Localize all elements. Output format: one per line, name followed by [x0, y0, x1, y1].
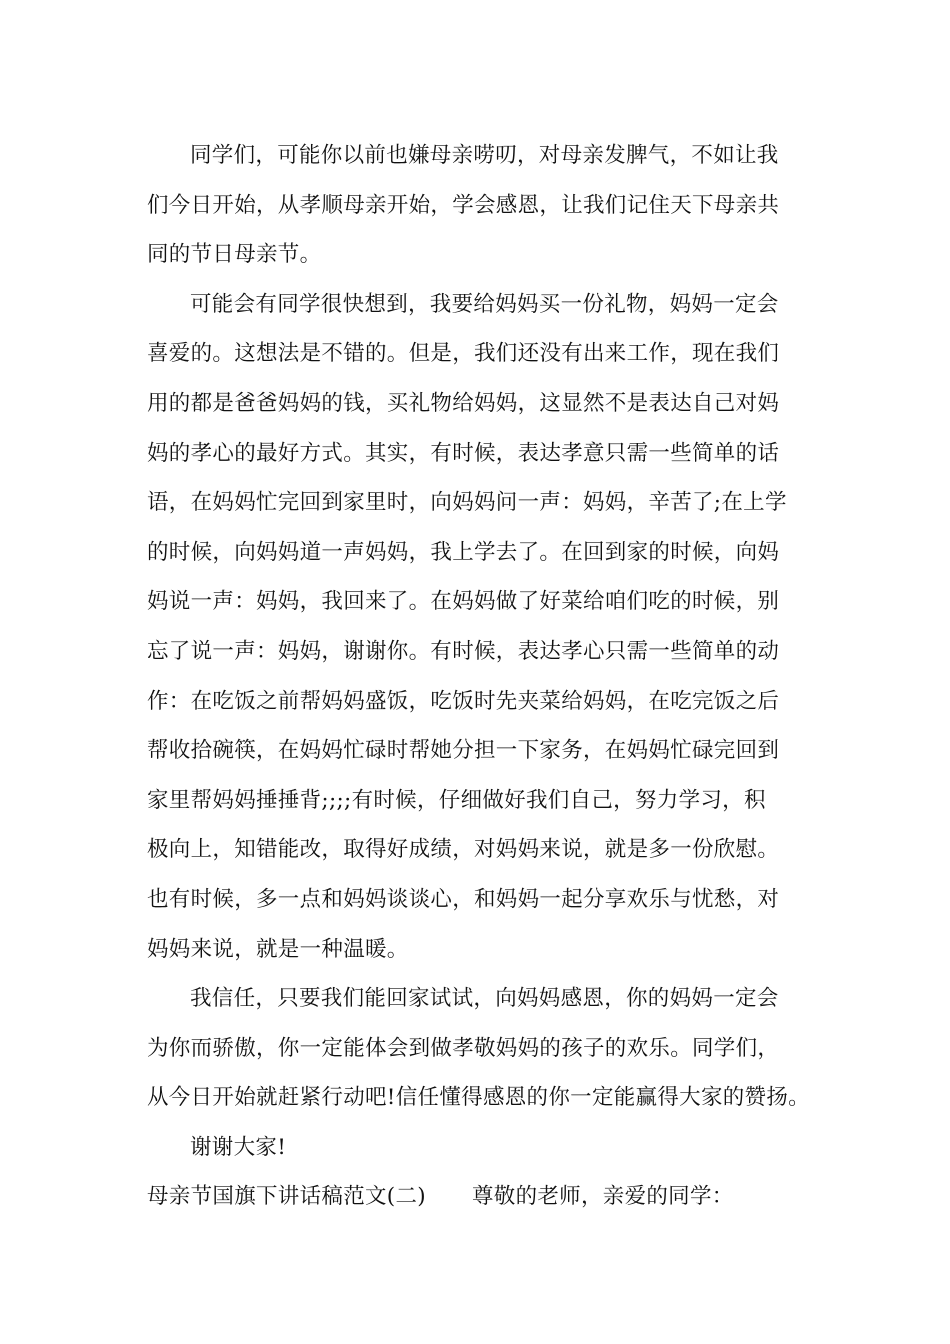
text-line: 我信任，只要我们能回家试试，向妈妈感恩，你的妈妈一定会	[190, 986, 779, 1012]
text-line: 从今日开始就赶紧行动吧!信任懂得感恩的你一定能赢得大家的赞扬。	[147, 1085, 810, 1111]
text-line: 妈妈来说，就是一种温暖。	[147, 936, 409, 962]
next-section-title: 母亲节国旗下讲话稿范文(二)	[147, 1184, 426, 1210]
text-line: 用的都是爸爸妈妈的钱，买礼物给妈妈，这显然不是表达自己对妈	[147, 390, 780, 416]
text-line: 作：在吃饭之前帮妈妈盛饭，吃饭时先夹菜给妈妈，在吃完饭之后	[147, 688, 780, 714]
closing-line: 谢谢大家!	[190, 1134, 287, 1160]
text-line: 也有时候，多一点和妈妈谈谈心，和妈妈一起分享欢乐与忧愁，对	[147, 886, 780, 912]
text-line: 忘了说一声：妈妈，谢谢你。有时候，表达孝心只需一些简单的动	[147, 638, 780, 664]
text-line: 语，在妈妈忙完回到家里时，向妈妈问一声：妈妈，辛苦了;在上学	[147, 490, 787, 516]
text-line: 的时候，向妈妈道一声妈妈，我上学去了。在回到家的时候，向妈	[147, 539, 780, 565]
paragraph-3	[147, 974, 817, 1123]
paragraph-1	[147, 131, 817, 280]
text-line: 可能会有同学很快想到，我要给妈妈买一份礼物，妈妈一定会	[190, 291, 779, 317]
text-line: 同的节日母亲节。	[147, 242, 322, 268]
paragraph-2	[147, 280, 817, 974]
document-body	[147, 131, 817, 1222]
text-line: 喜爱的。这想法是不错的。但是，我们还没有出来工作，现在我们	[147, 341, 780, 367]
next-section-heading	[147, 1172, 817, 1222]
text-line: 同学们，可能你以前也嫌母亲唠叨，对母亲发脾气，不如让我	[190, 143, 779, 168]
text-line: 们今日开始，从孝顺母亲开始，学会感恩，让我们记住天下母亲共	[147, 192, 780, 218]
text-line: 妈说一声：妈妈，我回来了。在妈妈做了好菜给咱们吃的时候，别	[147, 589, 780, 615]
next-section-greeting: 尊敬的老师，亲爱的同学：	[471, 1184, 734, 1210]
text-line: 帮收拾碗筷，在妈妈忙碌时帮她分担一下家务，在妈妈忙碌完回到	[147, 738, 780, 764]
text-line: 妈的孝心的最好方式。其实，有时候，表达孝意只需一些简单的话	[147, 440, 780, 466]
text-line: 为你而骄傲，你一定能体会到做孝敬妈妈的孩子的欢乐。同学们，	[147, 1035, 780, 1061]
text-line: 家里帮妈妈捶捶背;;;;有时候，仔细做好我们自己，努力学习，积	[147, 787, 766, 813]
text-line: 极向上，知错能改，取得好成绩，对妈妈来说，就是多一份欣慰。	[147, 837, 780, 863]
